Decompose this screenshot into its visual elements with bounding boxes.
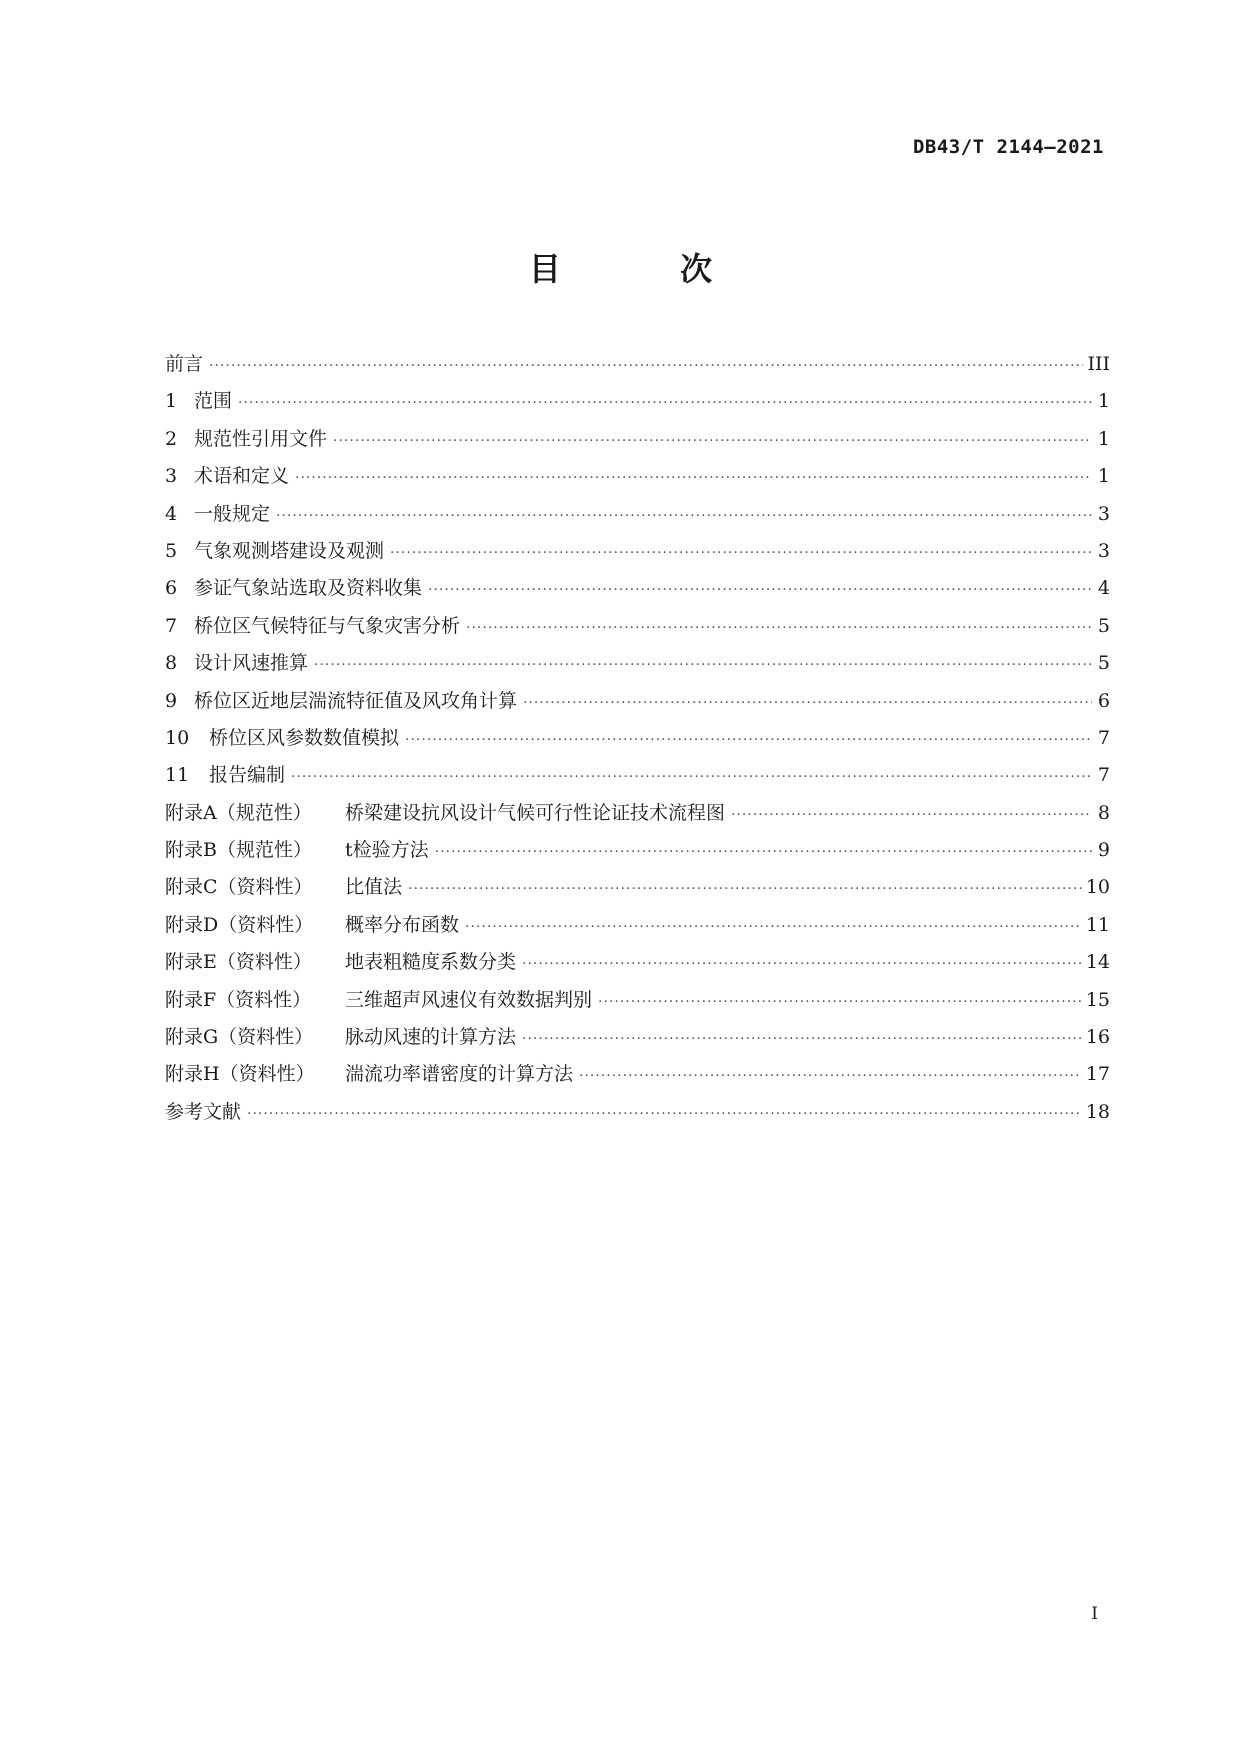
toc-entry[interactable] xyxy=(165,982,1110,1019)
toc-entry-page: 10 xyxy=(1085,876,1110,899)
toc-entry-page: 3 xyxy=(1097,539,1110,562)
toc-entry-label: 桥梁建设抗风设计气候可行性论证技术流程图 xyxy=(345,801,726,824)
toc-leader-dots xyxy=(523,685,1092,722)
toc-leader-dots xyxy=(333,423,1092,460)
toc-entry-page: 5 xyxy=(1097,652,1110,675)
toc-entry[interactable] xyxy=(165,346,1110,383)
toc-leader-dots xyxy=(408,871,1082,908)
toc-entry[interactable] xyxy=(165,645,1110,682)
toc-entry-number: 1 xyxy=(165,390,178,413)
toc-leader-dots xyxy=(291,759,1092,796)
toc-entry-number: 4 xyxy=(165,502,178,525)
document-code: DB43/T 2144—2021 xyxy=(912,136,1104,158)
toc-entry-page: 16 xyxy=(1085,1026,1110,1049)
toc-entry-appendix-prefix: 附录E（资料性） xyxy=(165,951,312,974)
toc-entry[interactable] xyxy=(165,720,1110,757)
toc-leader-dots xyxy=(390,535,1092,572)
page-number: I xyxy=(1091,1604,1098,1624)
toc-entry-label: 参证气象站选取及资料收集 xyxy=(194,577,423,600)
toc-entry-appendix-prefix: 附录F（资料性） xyxy=(165,988,312,1011)
toc-entry-page: 18 xyxy=(1085,1100,1110,1123)
toc-entry-label: 气象观测塔建设及观测 xyxy=(194,539,385,562)
toc-entry-number: 7 xyxy=(165,614,178,637)
toc-entry-label: 一般规定 xyxy=(194,502,271,525)
toc-leader-dots xyxy=(238,385,1092,422)
toc-leader-dots xyxy=(465,909,1082,946)
toc-entry-number: 2 xyxy=(165,427,178,450)
toc-leader-dots xyxy=(314,647,1092,684)
toc-entry-label: 比值法 xyxy=(345,876,403,899)
toc-entry-page: 14 xyxy=(1085,951,1110,974)
toc-entry-page: 1 xyxy=(1097,427,1110,450)
toc-entry-page: III xyxy=(1087,353,1110,375)
toc-entry[interactable] xyxy=(165,421,1110,458)
toc-entry-page: 7 xyxy=(1097,764,1110,787)
toc-entry[interactable] xyxy=(165,907,1110,944)
toc-entry-label: 桥位区近地层湍流特征值及风攻角计算 xyxy=(194,689,518,712)
toc-entry-label: 报告编制 xyxy=(209,764,286,787)
toc-entry-label: t检验方法 xyxy=(345,839,429,862)
toc-entry-label: 规范性引用文件 xyxy=(194,427,328,450)
toc-leader-dots xyxy=(405,722,1092,759)
toc-entry[interactable] xyxy=(165,608,1110,645)
toc-entry-label: 湍流功率谱密度的计算方法 xyxy=(345,1063,574,1086)
toc-entry-appendix-prefix: 附录H（资料性） xyxy=(165,1063,315,1086)
toc-entry[interactable] xyxy=(165,1094,1110,1131)
toc-leader-dots xyxy=(295,460,1092,497)
toc-leader-dots xyxy=(276,498,1092,535)
toc-leader-dots xyxy=(598,984,1082,1021)
toc-entry[interactable] xyxy=(165,869,1110,906)
toc-leader-dots xyxy=(428,572,1092,609)
toc-leader-dots xyxy=(522,946,1082,983)
toc-entry[interactable] xyxy=(165,795,1110,832)
toc-entry[interactable] xyxy=(165,533,1110,570)
toc-entry-label: 术语和定义 xyxy=(194,465,290,488)
toc-entry-label: 范围 xyxy=(194,390,233,413)
toc-entry-page: 15 xyxy=(1085,988,1110,1011)
toc-entry-label: 桥位区气候特征与气象灾害分析 xyxy=(194,614,461,637)
toc-entry-appendix-prefix: 附录A（规范性） xyxy=(165,801,312,824)
toc-entry-label: 设计风速推算 xyxy=(194,652,309,675)
toc-leader-dots xyxy=(209,348,1083,385)
toc-entry-page: 3 xyxy=(1097,502,1110,525)
toc-entry[interactable] xyxy=(165,832,1110,869)
toc-leader-dots xyxy=(579,1058,1082,1095)
toc-entry-label: 概率分布函数 xyxy=(345,913,460,936)
toc-entry-label: 参考文献 xyxy=(165,1100,242,1123)
toc-entry-appendix-prefix: 附录G（资料性） xyxy=(165,1026,314,1049)
toc-entry-number: 5 xyxy=(165,539,178,562)
toc-entry[interactable] xyxy=(165,383,1110,420)
toc-leader-dots xyxy=(247,1096,1082,1133)
toc-entry-appendix-prefix: 附录B（规范性） xyxy=(165,839,312,862)
toc-entry-page: 8 xyxy=(1097,801,1110,824)
toc-entry-page: 1 xyxy=(1097,390,1110,413)
toc-entry-page: 6 xyxy=(1097,689,1110,712)
toc-entry[interactable] xyxy=(165,683,1110,720)
toc-leader-dots xyxy=(731,797,1092,834)
toc-entry-page: 1 xyxy=(1097,465,1110,488)
table-of-contents xyxy=(165,346,1110,1131)
toc-entry-number: 8 xyxy=(165,652,178,675)
toc-entry[interactable] xyxy=(165,458,1110,495)
toc-entry-page: 7 xyxy=(1097,726,1110,749)
toc-entry[interactable] xyxy=(165,1019,1110,1056)
toc-entry-page: 5 xyxy=(1097,614,1110,637)
toc-entry-number: 9 xyxy=(165,689,178,712)
page-title: 目 次 xyxy=(528,250,767,288)
toc-entry-label: 三维超声风速仪有效数据判别 xyxy=(345,988,593,1011)
toc-entry-number: 6 xyxy=(165,577,178,600)
toc-entry-page: 11 xyxy=(1085,913,1110,936)
toc-entry[interactable] xyxy=(165,496,1110,533)
toc-entry[interactable] xyxy=(165,1056,1110,1093)
toc-entry-appendix-prefix: 附录C（资料性） xyxy=(165,876,313,899)
toc-entry-label: 前言 xyxy=(165,353,204,375)
toc-entry-number: 11 xyxy=(165,764,190,787)
toc-entry-page: 9 xyxy=(1097,839,1110,862)
toc-entry-number: 3 xyxy=(165,465,178,488)
toc-entry-label: 桥位区风参数数值模拟 xyxy=(209,726,400,749)
toc-leader-dots xyxy=(522,1021,1082,1058)
toc-entry-page: 17 xyxy=(1085,1063,1110,1086)
toc-leader-dots xyxy=(435,834,1092,871)
toc-entry-page: 4 xyxy=(1097,577,1110,600)
toc-leader-dots xyxy=(466,610,1092,647)
toc-entry-appendix-prefix: 附录D（资料性） xyxy=(165,913,314,936)
toc-entry-number: 10 xyxy=(165,726,190,749)
toc-entry[interactable] xyxy=(165,757,1110,794)
toc-entry[interactable] xyxy=(165,944,1110,981)
toc-entry[interactable] xyxy=(165,570,1110,607)
toc-entry-label: 脉动风速的计算方法 xyxy=(345,1026,517,1049)
toc-entry-label: 地表粗糙度系数分类 xyxy=(345,951,517,974)
